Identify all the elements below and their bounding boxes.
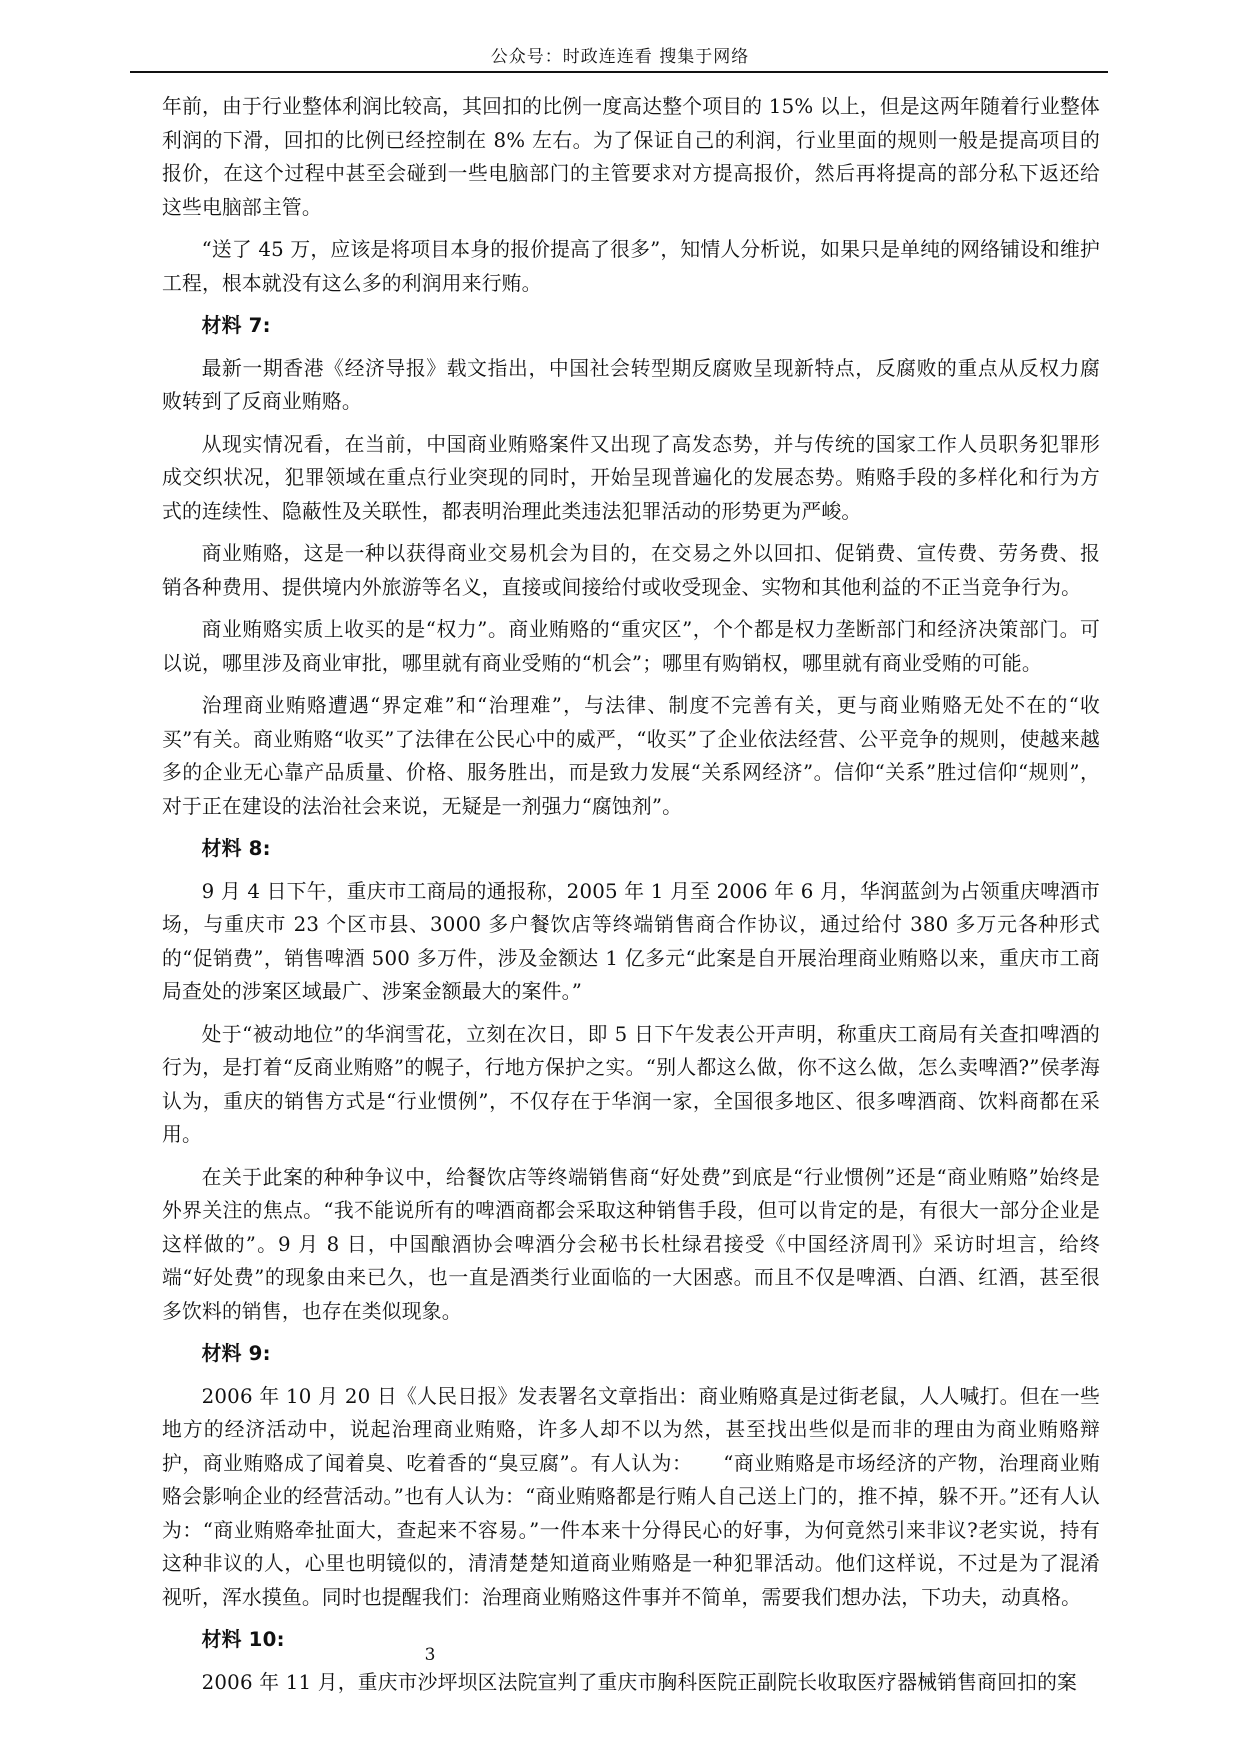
section-heading-material-8: 材料 8: <box>201 837 271 860</box>
paragraph: “送了 45 万，应该是将项目本身的报价提高了很多”，知情人分析说，如果只是单纯的网络铺设和维护工程，根本就没有这么多的利润用来行贿。 <box>162 238 1100 295</box>
page-header: 公众号：时政连连看 搜集于网络 <box>490 47 750 67</box>
section-heading-material-7: 材料 7: <box>201 314 271 337</box>
paragraph: 在关于此案的种种争议中，给餐饮店等终端销售商“好处费”到底是“行业惯例”还是“商业贿赂”始终是外界关注的焦点。“我不能说所有的啤酒商都会采取这种销售手段，但可以肯定的是，有很大一部分企业是这样做的”。9 月 8 日，中国酿酒协会啤酒分会秘书长杜绿君接受《中国经济周刊》采访时坦言，给终端“好处费”的现象由来已久，也一直是酒类行业面临的一大困惑。而且不仅是啤酒、白酒、红酒，甚至很多饮料的销售，也存在类似现象。 <box>162 1165 1100 1323</box>
paragraph: 治理商业贿赂遭遇“界定难”和“治理难”，与法律、制度不完善有关，更与商业贿赂无处不在的“收买”有关。商业贿赂“收买”了法律在公民心中的威严，“收买”了企业依法经营、公平竞争的规则，使越来越多的企业无心靠产品质量、价格、服务胜出，而是致力发展“关系网经济”。信仰“关系”胜过信仰“规则”，对于正在建设的法治社会来说，无疑是一剂强力“腐蚀剂”。 <box>162 694 1100 818</box>
document-body <box>162 90 1100 1708</box>
section-heading-material-9: 材料 9: <box>201 1342 271 1365</box>
paragraph: 商业贿赂实质上收买的是“权力”。商业贿赂的“重灾区”，个个都是权力垄断部门和经济决策部门。可以说，哪里涉及商业审批，哪里就有商业受贿的“机会”；哪里有购销权，哪里就有商业受贿的可能。 <box>162 618 1100 675</box>
section-heading-material-10: 材料 10: <box>201 1628 285 1651</box>
paragraph: 处于“被动地位”的华润雪花，立刻在次日，即 5 日下午发表公开声明，称重庆工商局有关查扣啤酒的行为，是打着“反商业贿赂”的幌子，行地方保护之实。“别人都这么做，你不这么做，怎么卖啤酒?”侯孝海认为，重庆的销售方式是“行业惯例”，不仅存在于华润一家，全国很多地区、很多啤酒商、饮料商都在采用。 <box>162 1022 1100 1146</box>
paragraph: 2006 年 11 月，重庆市沙坪坝区法院宣判了重庆市胸科医院正副院长收取医疗器械销售商回扣的案 <box>201 1670 1078 1694</box>
paragraph: 年前，由于行业整体利润比较高，其回扣的比例一度高达整个项目的 15% 以上，但是这两年随着行业整体利润的下滑，回扣的比例已经控制在 8% 左右。为了保证自己的利润，行业里面的规则一般是提高项目的报价，在这个过程中甚至会碰到一些电脑部门的主管要求对方提高报价，然后再将提高的部分私下返还给这些电脑部主管。 <box>162 95 1100 219</box>
paragraph: 9 月 4 日下午，重庆市工商局的通报称，2005 年 1 月至 2006 年 6 月，华润蓝剑为占领重庆啤酒市场，与重庆市 23 个区市县、3000 多户餐饮店等终端销售商合作协议，通过给付 380 多万元各种形式的“促销费”，销售啤酒 500 多万件，涉及金额达 1 亿多元“此案是自开展治理商业贿赂以来，重庆市工商局查处的涉案区域最广、涉案金额最大的案件。” <box>162 879 1100 1003</box>
paragraph: 2006 年 10 月 20 日《人民日报》发表署名文章指出：商业贿赂真是过街老鼠，人人喊打。但在一些地方的经济活动中，说起治理商业贿赂，许多人却不以为然，甚至找出些似是而非的理由为商业贿赂辩护，商业贿赂成了闻着臭、吃着香的“臭豆腐”。有人认为： “商业贿赂是市场经济的产物，治理商业贿赂会影响企业的经营活动。”也有人认为：“商业贿赂都是行贿人自己送上门的，推不掉，躲不开。”还有人认为：“商业贿赂牵扯面大，查起来不容易。”一件本来十分得民心的好事，为何竟然引来非议?老实说，持有这种非议的人，心里也明镜似的，清清楚楚知道商业贿赂是一种犯罪活动。他们这样说，不过是为了混淆视听，浑水摸鱼。同时也提醒我们：治理商业贿赂这件事并不简单，需要我们想办法，下功夫，动真格。 <box>162 1384 1100 1609</box>
paragraph: 从现实情况看，在当前，中国商业贿赂案件又出现了高发态势，并与传统的国家工作人员职务犯罪形成交织状况，犯罪领域在重点行业突现的同时，开始呈现普遍化的发展态势。贿赂手段的多样化和行为方式的连续性、隐蔽性及关联性，都表明治理此类违法犯罪活动的形势更为严峻。 <box>162 432 1100 523</box>
paragraph: 商业贿赂，这是一种以获得商业交易机会为目的，在交易之外以回扣、促销费、宣传费、劳务费、报销各种费用、提供境内外旅游等名义，直接或间接给付或收受现金、实物和其他利益的不正当竞争行为。 <box>162 542 1100 599</box>
header-divider <box>130 71 1108 73</box>
paragraph: 最新一期香港《经济导报》载文指出，中国社会转型期反腐败呈现新特点，反腐败的重点从反权力腐败转到了反商业贿赂。 <box>162 356 1100 413</box>
page-number: 3 <box>424 1645 436 1665</box>
